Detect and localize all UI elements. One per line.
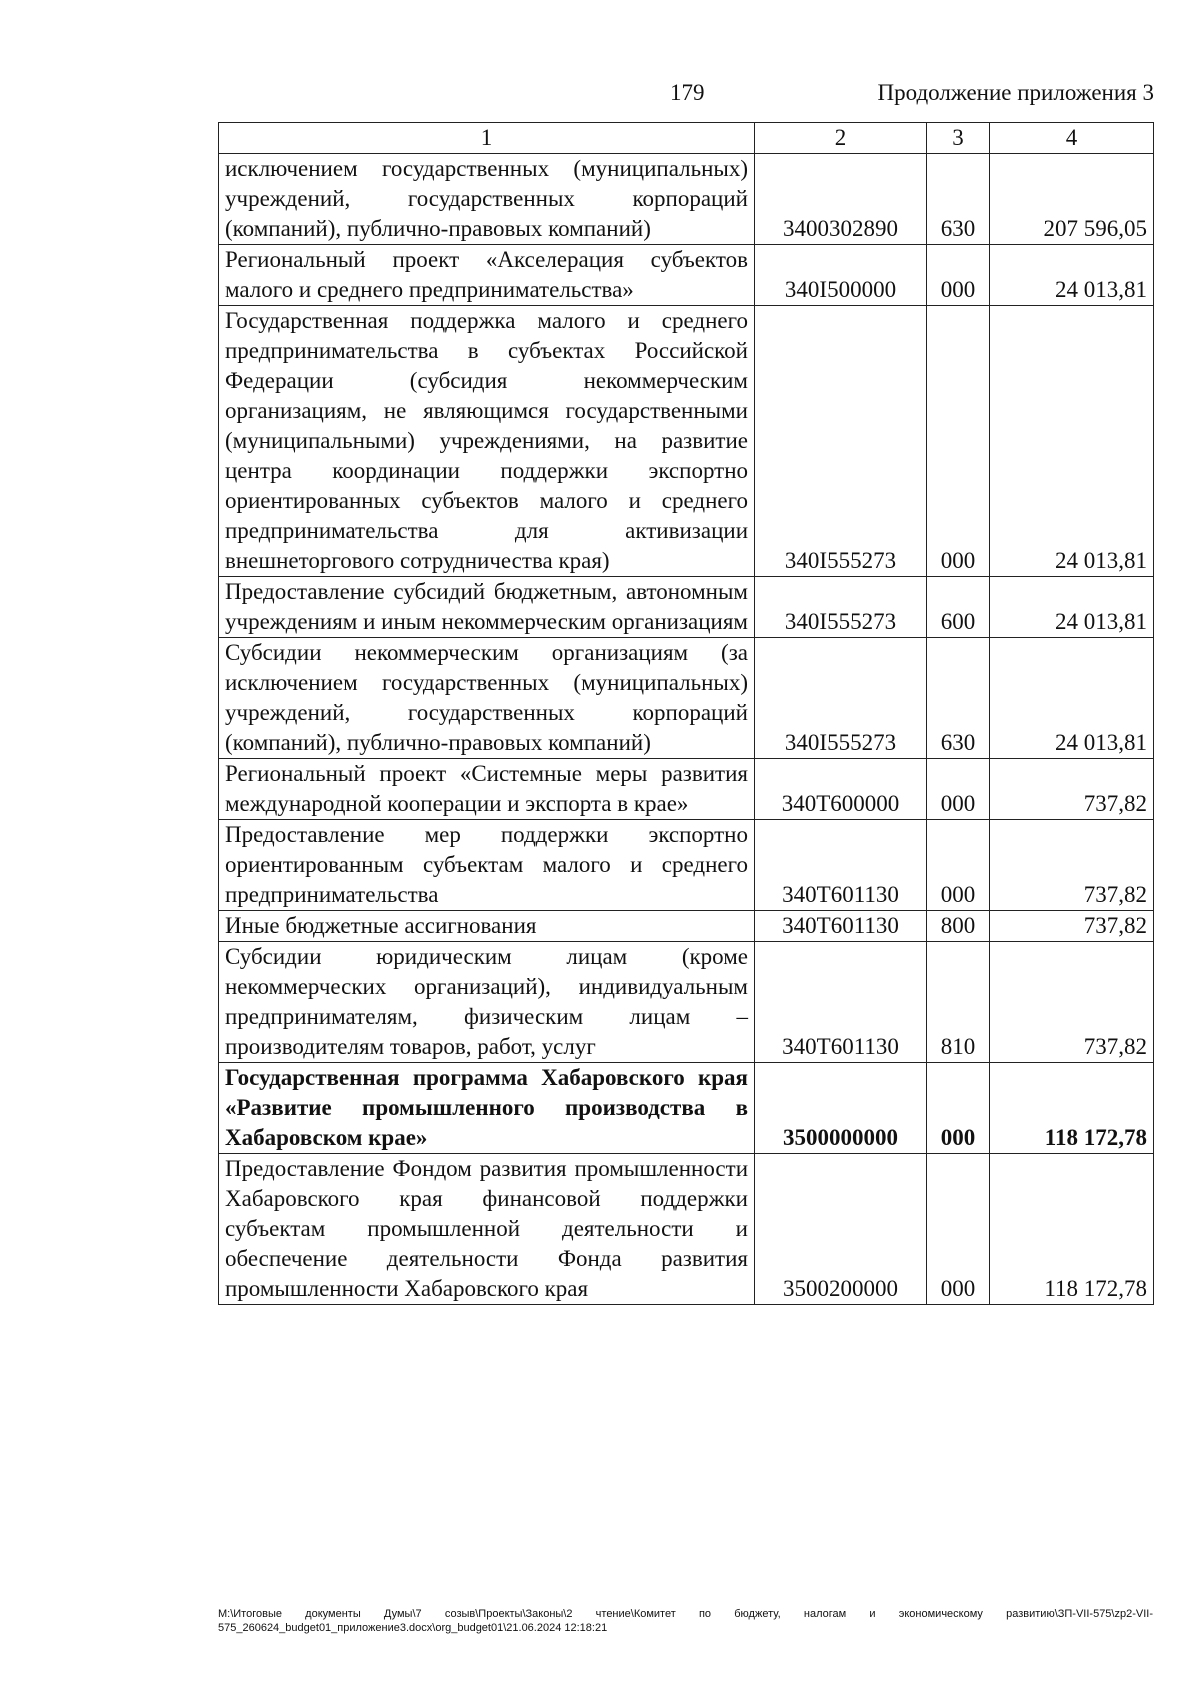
row-name-cell: Государственная программа Хабаровского края «Развитие промышленного производства в Хабаровском крае»: [219, 1063, 755, 1154]
table-body: [219, 154, 1154, 1305]
row-code-cell: 3500200000: [755, 1154, 927, 1305]
table-row: [219, 1063, 1154, 1154]
table-row: [219, 154, 1154, 245]
row-name-cell: Предоставление субсидий бюджетным, автономным учреждениям и иным некоммерческим организациям: [219, 577, 755, 638]
row-code-cell: 3500000000: [755, 1063, 927, 1154]
row-code-cell: 340T601130: [755, 911, 927, 942]
row-type-cell: 000: [927, 759, 990, 820]
row-code-cell: 340I555273: [755, 577, 927, 638]
row-amount-cell: 118 172,78: [990, 1063, 1154, 1154]
column-header-3: 3: [927, 123, 990, 154]
row-name-cell: исключением государственных (муниципальных) учреждений, государственных корпораций (компаний), публично-правовых компаний): [219, 154, 755, 245]
table-row: [219, 942, 1154, 1063]
table-row: [219, 245, 1154, 306]
row-name-cell: Субсидии некоммерческим организациям (за исключением государственных (муниципальных) учреждений, государственных корпораций (компаний), публично-правовых компаний): [219, 638, 755, 759]
row-type-cell: 000: [927, 306, 990, 577]
row-type-cell: 630: [927, 154, 990, 245]
row-amount-cell: 24 013,81: [990, 245, 1154, 306]
row-amount-cell: 737,82: [990, 942, 1154, 1063]
row-code-cell: 340T600000: [755, 759, 927, 820]
row-name-cell: Региональный проект «Системные меры развития международной кооперации и экспорта в крае»: [219, 759, 755, 820]
row-type-cell: 600: [927, 577, 990, 638]
row-type-cell: 000: [927, 245, 990, 306]
row-amount-cell: 24 013,81: [990, 306, 1154, 577]
page-number: 179: [670, 80, 705, 105]
row-amount-cell: 207 596,05: [990, 154, 1154, 245]
row-code-cell: 340T601130: [755, 820, 927, 911]
row-type-cell: 800: [927, 911, 990, 942]
column-number-row: [219, 123, 1154, 154]
row-amount-cell: 24 013,81: [990, 577, 1154, 638]
row-amount-cell: 24 013,81: [990, 638, 1154, 759]
row-type-cell: 000: [927, 820, 990, 911]
row-code-cell: 340T601130: [755, 942, 927, 1063]
row-amount-cell: 737,82: [990, 759, 1154, 820]
continuation-label: Продолжение приложения 3: [877, 80, 1154, 105]
row-code-cell: 340I500000: [755, 245, 927, 306]
column-header-1: 1: [219, 123, 755, 154]
table-row: [219, 820, 1154, 911]
row-type-cell: 630: [927, 638, 990, 759]
row-name-cell: Региональный проект «Акселерация субъектов малого и среднего предпринимательства»: [219, 245, 755, 306]
row-code-cell: 340I555273: [755, 306, 927, 577]
column-header-2: 2: [755, 123, 927, 154]
row-amount-cell: 737,82: [990, 911, 1154, 942]
row-amount-cell: 737,82: [990, 820, 1154, 911]
table-row: [219, 1154, 1154, 1305]
row-name-cell: Предоставление мер поддержки экспортно ориентированным субъектам малого и среднего предпринимательства: [219, 820, 755, 911]
document-path-footer: M:\Итоговые документы Думы\7 созыв\Проекты\Законы\2 чтение\Комитет по бюджету, налогам и экономическому развитию\ЗП-VII-575\zp2-VII-575_260624_budget01_приложение3.docx\org_budget01\21.06.2024 12:18:21: [218, 1608, 1153, 1634]
budget-table: [218, 122, 1154, 1305]
table-row: [219, 759, 1154, 820]
row-name-cell: Предоставление Фондом развития промышленности Хабаровского края финансовой поддержки субъектам промышленной деятельности и обеспечение деятельности Фонда развития промышленности Хабаровского края: [219, 1154, 755, 1305]
row-name-cell: Государственная поддержка малого и среднего предпринимательства в субъектах Российской Федерации (субсидия некоммерческим организациям, не являющимся государственными (муниципальными) учреждениями, на развитие центра координации поддержки экспортно ориентированных субъектов малого и среднего предпринимательства для активизации внешнеторгового сотрудничества края): [219, 306, 755, 577]
table-row: [219, 638, 1154, 759]
table-row: [219, 577, 1154, 638]
row-type-cell: 810: [927, 942, 990, 1063]
row-amount-cell: 118 172,78: [990, 1154, 1154, 1305]
row-name-cell: Субсидии юридическим лицам (кроме некоммерческих организаций), индивидуальным предпринимателям, физическим лицам – производителям товаров, работ, услуг: [219, 942, 755, 1063]
row-code-cell: 340I555273: [755, 638, 927, 759]
table-row: [219, 306, 1154, 577]
column-header-4: 4: [990, 123, 1154, 154]
row-type-cell: 000: [927, 1154, 990, 1305]
row-code-cell: 3400302890: [755, 154, 927, 245]
row-type-cell: 000: [927, 1063, 990, 1154]
row-name-cell: Иные бюджетные ассигнования: [219, 911, 755, 942]
table-row: [219, 911, 1154, 942]
